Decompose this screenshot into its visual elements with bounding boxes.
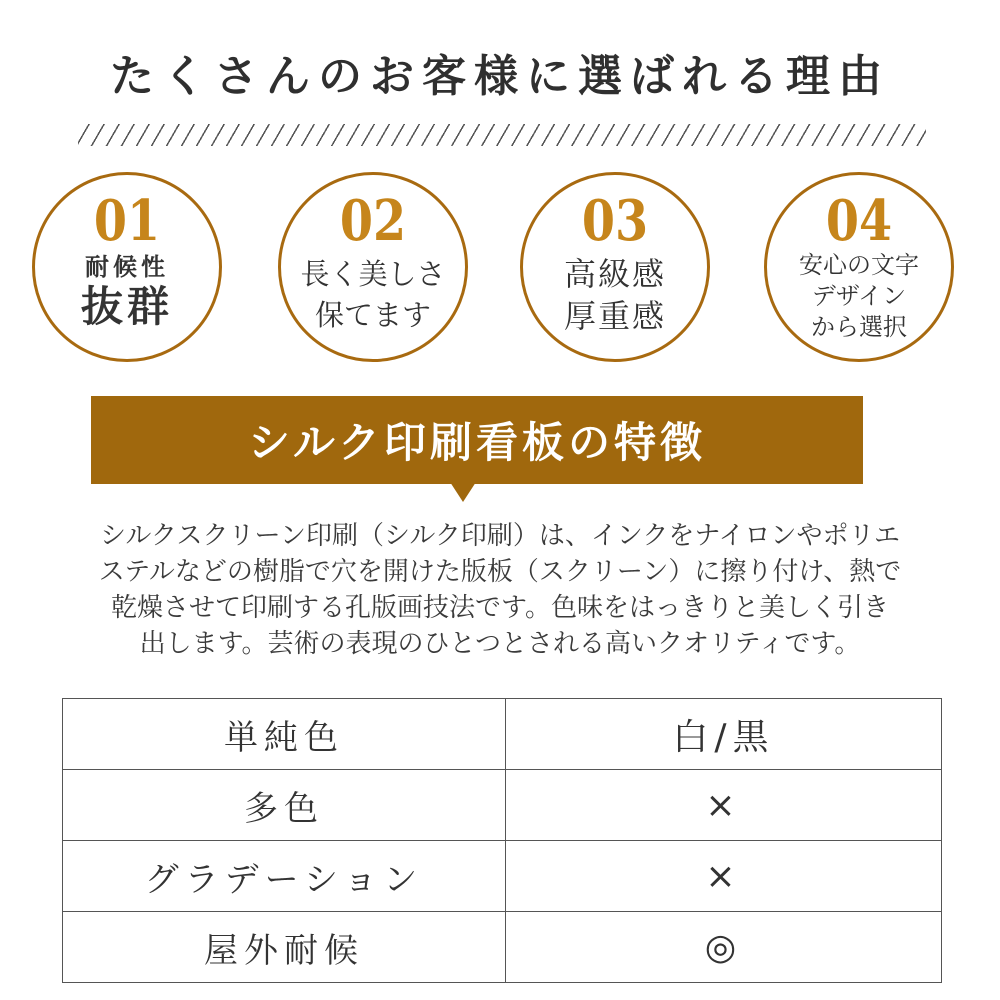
row-label: 多色 bbox=[63, 770, 506, 841]
description-line: ステルなどの樹脂で穴を開けた版板（スクリーン）に擦り付け、熱で bbox=[98, 557, 902, 587]
table-row bbox=[63, 699, 942, 770]
hatch-divider bbox=[78, 124, 926, 146]
reason-line: 長く美しさ bbox=[300, 257, 446, 291]
reason-badge-03 bbox=[520, 172, 710, 362]
row-value: × bbox=[506, 841, 942, 912]
description-line: 乾燥させて印刷する孔版画技法です。色味をはっきりと美しく引き bbox=[111, 593, 889, 623]
row-label: 単純色 bbox=[63, 699, 506, 770]
reason-line: 高級感 bbox=[563, 255, 666, 293]
table-row bbox=[63, 770, 942, 841]
description bbox=[60, 518, 940, 662]
banner-pointer bbox=[450, 482, 476, 502]
description-line: シルクスクリーン印刷（シルク印刷）は、インクをナイロンやポリエ bbox=[99, 521, 901, 551]
table-row bbox=[63, 841, 942, 912]
row-value: ◎ bbox=[506, 912, 942, 983]
table-row bbox=[63, 912, 942, 983]
row-value: 白/黒 bbox=[506, 699, 942, 770]
reason-badge-02 bbox=[278, 172, 468, 362]
row-value: × bbox=[506, 770, 942, 841]
reason-number: 02 bbox=[339, 188, 407, 254]
feature-table bbox=[62, 698, 942, 983]
reason-line: から選択 bbox=[811, 312, 907, 341]
reason-line: 耐候性 bbox=[85, 253, 169, 281]
reason-badge-04 bbox=[764, 172, 954, 362]
features-banner: シルク印刷看板の特徴 bbox=[91, 396, 863, 484]
reason-number: 04 bbox=[825, 188, 893, 254]
reason-badge-01 bbox=[32, 172, 222, 362]
row-label: グラデーション bbox=[63, 841, 506, 912]
reason-line: 安心の文字 bbox=[799, 251, 919, 279]
description-line: 出します。芸術の表現のひとつとされる高いクオリティです。 bbox=[139, 629, 861, 659]
reason-number: 01 bbox=[93, 188, 161, 254]
reason-line: 抜群 bbox=[80, 281, 173, 331]
page-title: たくさんのお客様に選ばれる理由 bbox=[110, 51, 890, 102]
reason-line: 保てます bbox=[314, 297, 431, 332]
reason-line: 厚重感 bbox=[563, 297, 666, 336]
reason-line: デザイン bbox=[811, 281, 907, 310]
reason-number: 03 bbox=[581, 188, 649, 254]
row-label: 屋外耐候 bbox=[63, 912, 506, 983]
